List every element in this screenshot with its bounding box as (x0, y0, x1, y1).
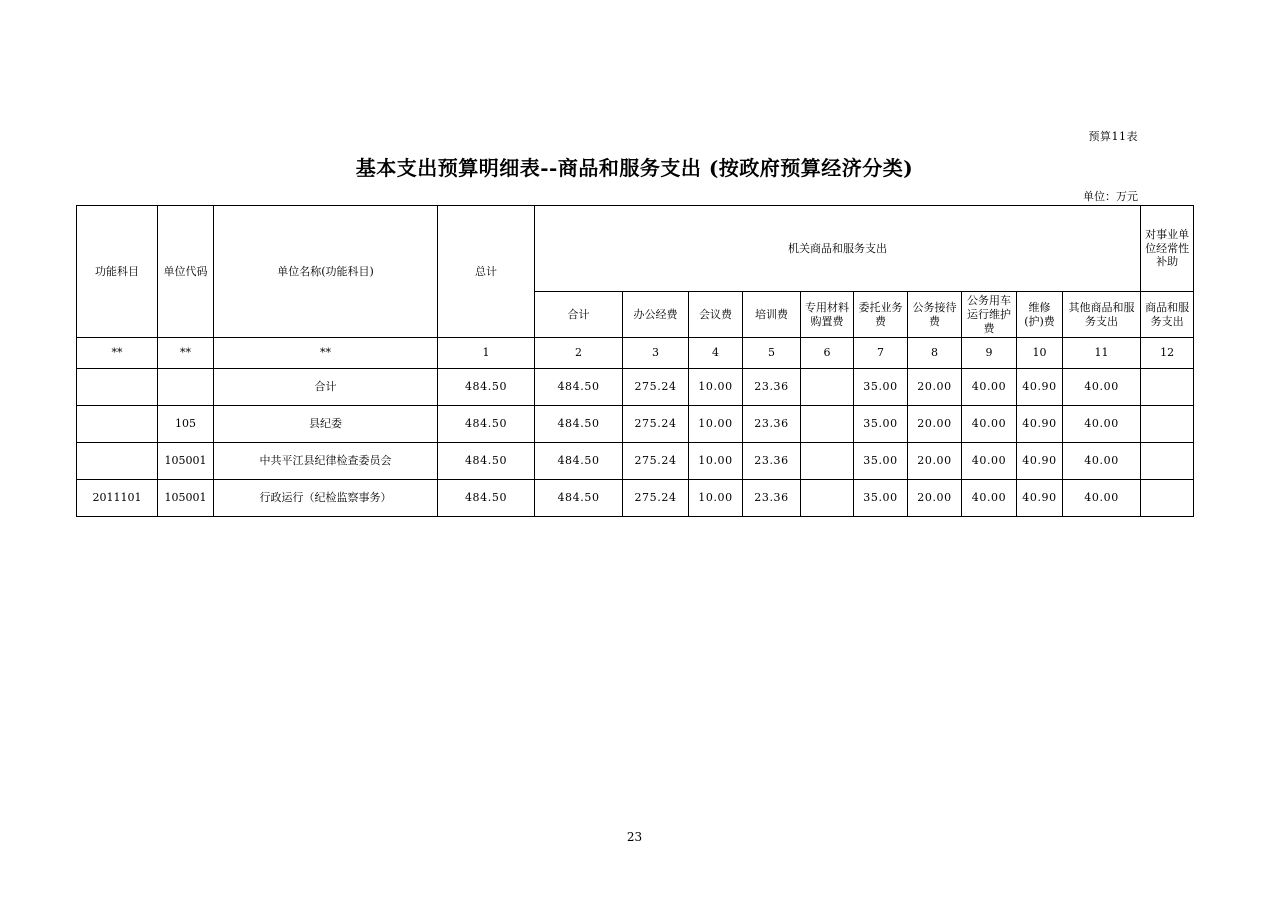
colnum-8: 6 (801, 338, 854, 369)
header-office-expense: 办公经费 (623, 292, 689, 338)
cell-office-expense: 275.24 (623, 443, 689, 480)
cell-function-subject (77, 369, 158, 406)
colnum-14: 12 (1141, 338, 1194, 369)
cell-meeting-expense: 10.00 (689, 480, 743, 517)
cell-special-material-purchase (801, 443, 854, 480)
cell-maintenance: 40.90 (1017, 480, 1063, 517)
cell-unit-name: 合计 (214, 369, 438, 406)
cell-office-expense: 275.24 (623, 406, 689, 443)
cell-meeting-expense: 10.00 (689, 443, 743, 480)
cell-official-vehicle-operation: 40.00 (962, 406, 1017, 443)
header-group-institution-subsidy: 对事业单位经常性补助 (1141, 206, 1194, 292)
cell-total: 484.50 (438, 443, 535, 480)
cell-training-expense: 23.36 (743, 480, 801, 517)
cell-unit-code: 105001 (158, 480, 214, 517)
cell-unit-name: 行政运行（纪检监察事务） (214, 480, 438, 517)
table-row (77, 369, 1194, 406)
cell-unit-name: 中共平江县纪律检查委员会 (214, 443, 438, 480)
colnum-3: 1 (438, 338, 535, 369)
colnum-11: 9 (962, 338, 1017, 369)
table-row (77, 443, 1194, 480)
colnum-10: 8 (908, 338, 962, 369)
header-unit-name: 单位名称(功能科目) (214, 206, 438, 338)
header-subtotal: 合计 (535, 292, 623, 338)
colnum-1: ** (158, 338, 214, 369)
cell-unit-code: 105001 (158, 443, 214, 480)
header-group-agency-goods-services: 机关商品和服务支出 (535, 206, 1141, 292)
header-special-material-purchase: 专用材料购置费 (801, 292, 854, 338)
colnum-5: 3 (623, 338, 689, 369)
form-label: 预算11表 (1088, 130, 1138, 143)
table-header-row-top (77, 206, 1194, 292)
colnum-2: ** (214, 338, 438, 369)
unit-note: 单位：万元 (1083, 190, 1138, 203)
cell-office-expense: 275.24 (623, 480, 689, 517)
budget-table (76, 205, 1194, 517)
cell-institution-goods-services (1141, 443, 1194, 480)
cell-official-vehicle-operation: 40.00 (962, 369, 1017, 406)
header-unit-code: 单位代码 (158, 206, 214, 338)
colnum-13: 11 (1063, 338, 1141, 369)
cell-subtotal: 484.50 (535, 480, 623, 517)
header-maintenance: 维修(护)费 (1017, 292, 1063, 338)
cell-official-reception: 20.00 (908, 369, 962, 406)
cell-unit-name: 县纪委 (214, 406, 438, 443)
cell-entrusted-business: 35.00 (854, 369, 908, 406)
colnum-9: 7 (854, 338, 908, 369)
cell-other-goods-services: 40.00 (1063, 443, 1141, 480)
colnum-4: 2 (535, 338, 623, 369)
cell-entrusted-business: 35.00 (854, 406, 908, 443)
cell-function-subject (77, 406, 158, 443)
cell-entrusted-business: 35.00 (854, 480, 908, 517)
table-row (77, 406, 1194, 443)
header-total: 总计 (438, 206, 535, 338)
cell-training-expense: 23.36 (743, 369, 801, 406)
header-institution-goods-services: 商品和服务支出 (1141, 292, 1194, 338)
column-number-row (77, 338, 1194, 369)
cell-other-goods-services: 40.00 (1063, 369, 1141, 406)
header-other-goods-services: 其他商品和服务支出 (1063, 292, 1141, 338)
header-meeting-expense: 会议费 (689, 292, 743, 338)
cell-official-reception: 20.00 (908, 480, 962, 517)
cell-office-expense: 275.24 (623, 369, 689, 406)
cell-other-goods-services: 40.00 (1063, 480, 1141, 517)
cell-official-reception: 20.00 (908, 443, 962, 480)
cell-special-material-purchase (801, 369, 854, 406)
cell-subtotal: 484.50 (535, 406, 623, 443)
colnum-0: ** (77, 338, 158, 369)
cell-institution-goods-services (1141, 480, 1194, 517)
cell-institution-goods-services (1141, 369, 1194, 406)
cell-maintenance: 40.90 (1017, 406, 1063, 443)
cell-institution-goods-services (1141, 406, 1194, 443)
page-title: 基本支出预算明细表--商品和服务支出 (按政府预算经济分类) (355, 156, 914, 180)
cell-total: 484.50 (438, 369, 535, 406)
cell-training-expense: 23.36 (743, 443, 801, 480)
cell-unit-code (158, 369, 214, 406)
cell-unit-code: 105 (158, 406, 214, 443)
colnum-6: 4 (689, 338, 743, 369)
cell-subtotal: 484.50 (535, 369, 623, 406)
cell-maintenance: 40.90 (1017, 443, 1063, 480)
header-official-reception: 公务接待费 (908, 292, 962, 338)
cell-function-subject: 2011101 (77, 480, 158, 517)
cell-official-vehicle-operation: 40.00 (962, 443, 1017, 480)
header-function-subject: 功能科目 (77, 206, 158, 338)
cell-other-goods-services: 40.00 (1063, 406, 1141, 443)
colnum-12: 10 (1017, 338, 1063, 369)
cell-special-material-purchase (801, 480, 854, 517)
cell-special-material-purchase (801, 406, 854, 443)
cell-subtotal: 484.50 (535, 443, 623, 480)
cell-maintenance: 40.90 (1017, 369, 1063, 406)
cell-function-subject (77, 443, 158, 480)
header-training-expense: 培训费 (743, 292, 801, 338)
cell-training-expense: 23.36 (743, 406, 801, 443)
cell-total: 484.50 (438, 480, 535, 517)
colnum-7: 5 (743, 338, 801, 369)
cell-meeting-expense: 10.00 (689, 406, 743, 443)
cell-meeting-expense: 10.00 (689, 369, 743, 406)
header-entrusted-business: 委托业务费 (854, 292, 908, 338)
page-number: 23 (626, 830, 643, 844)
cell-entrusted-business: 35.00 (854, 443, 908, 480)
cell-official-vehicle-operation: 40.00 (962, 480, 1017, 517)
cell-official-reception: 20.00 (908, 406, 962, 443)
cell-total: 484.50 (438, 406, 535, 443)
table-row (77, 480, 1194, 517)
header-official-vehicle-operation: 公务用车运行维护费 (962, 292, 1017, 338)
